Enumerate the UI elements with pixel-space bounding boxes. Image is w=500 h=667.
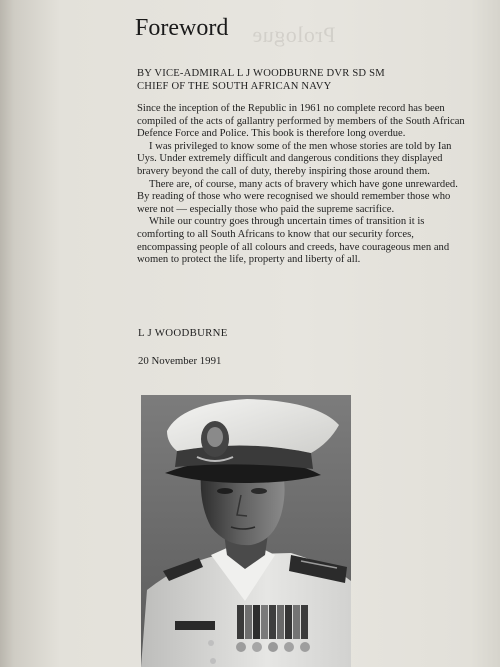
signature: L J WOODBURNE <box>138 327 228 339</box>
byline <box>137 67 385 93</box>
portrait-photo <box>141 395 351 667</box>
foreword-body <box>137 103 467 267</box>
byline-position: CHIEF OF THE SOUTH AFRICAN NAVY <box>137 81 332 92</box>
paragraph: I was privileged to know some of the men whose stories are told by Ian Uys. Under extremely difficult and dangerous conditions they displayed bravery beyond the call of duty, thereby inspiring those around them. <box>137 140 452 177</box>
paragraph: There are, of course, many acts of bravery which have gone unrewarded. By reading of those who were recognised we should remember those who were not — especially those who paid the supreme sacrifice. <box>137 178 458 215</box>
paragraph: While our country goes through uncertain times of transition it is comforting to all South Africans to know that our security forces, encompassing people of all colours and creeds, have courageous men and women to protect the life, property and liberty of all. <box>137 216 450 266</box>
page-title: Foreword <box>135 15 229 41</box>
bleed-through-heading: Prologue <box>252 22 336 47</box>
byline-author: BY VICE-ADMIRAL L J WOODBURNE DVR SD SM <box>137 68 385 79</box>
paragraph: Since the inception of the Republic in 1961 no complete record has been compiled of the acts of gallantry performed by members of the South African Defence Force and Police. This book is therefore long overdue. <box>137 103 465 140</box>
date: 20 November 1991 <box>138 355 222 367</box>
